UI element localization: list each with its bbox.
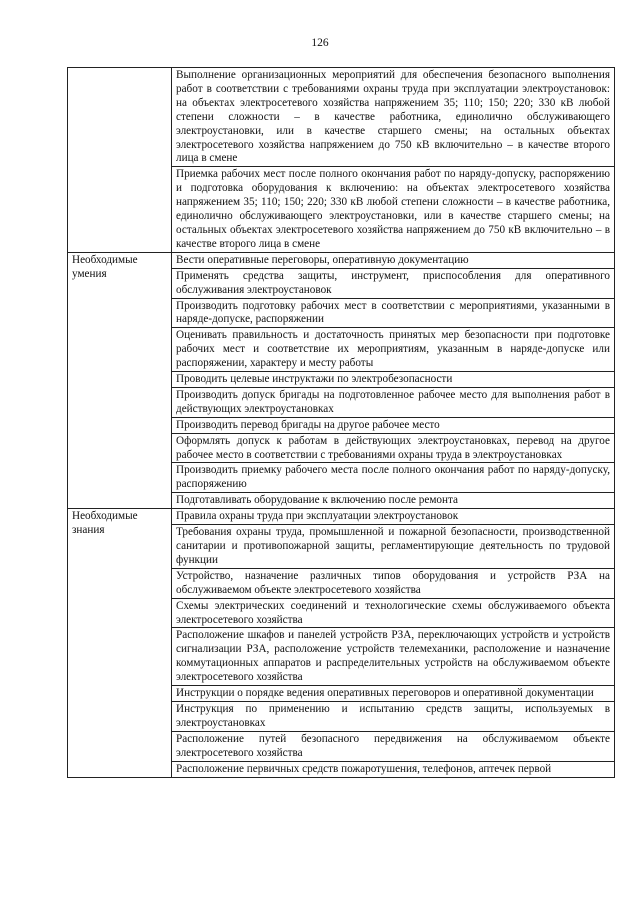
requirement-item: Производить приемку рабочего места после полного окончания работ по наряду-допуску, распоряжению (172, 463, 615, 493)
requirement-item: Схемы электрических соединений и технологические схемы обслуживаемого объекта электросетевого хозяйства (172, 598, 615, 628)
requirement-item: Устройство, назначение различных типов оборудования и устройств РЗА на обслуживаемом объекте электросетевого хозяйства (172, 568, 615, 598)
table-row (68, 509, 615, 525)
requirement-item: Инструкции о порядке ведения оперативных переговоров и оперативной документации (172, 686, 615, 702)
section-label: Необходимые умения (68, 252, 172, 508)
requirement-item: Расположение шкафов и панелей устройств РЗА, переключающих устройств и устройств сигнализации РЗА, расположение устройств телемеханики, расположение и назначение коммутационных аппаратов и распределительных устройств на обслуживаемом объекте электросетевого хозяйства (172, 628, 615, 686)
requirement-item: Расположение путей безопасного передвижения на обслуживаемом объекте электросетевого хозяйства (172, 731, 615, 761)
section-label (68, 68, 172, 253)
requirement-item: Проводить целевые инструктажи по электробезопасности (172, 372, 615, 388)
requirement-item: Инструкция по применению и испытанию средств защиты, используемых в электроустановках (172, 701, 615, 731)
requirement-item: Подготавливать оборудование к включению после ремонта (172, 493, 615, 509)
requirement-item: Приемка рабочих мест после полного окончания работ по наряду-допуску, распоряжению и подготовка оборудования к включению: на объектах электросетевого хозяйства напряжением 35; 110; 150; 220; 330 кВ любой степени сложности – в качестве работника, единолично обслуживающего электроустановки, или в качестве старшего смены; на остальных объектах электросетевого хозяйства напряжением до 750 кВ включительно – в качестве второго лица в смене (172, 167, 615, 252)
requirement-item: Правила охраны труда при эксплуатации электроустановок (172, 509, 615, 525)
requirement-item: Выполнение организационных мероприятий для обеспечения безопасного выполнения работ в соответствии с требованиями охраны труда при эксплуатации электроустановок: на объектах электросетевого хозяйства напряжением 35; 110; 150; 220; 330 кВ любой степени сложности – в качестве работника, единолично обслуживающего электроустановки, или в качестве старшего смены; на остальных объектах электросетевого хозяйства напряжением до 750 кВ включительно – в качестве второго лица в смене (172, 68, 615, 167)
section-label: Необходимые знания (68, 509, 172, 777)
requirement-item: Производить перевод бригады на другое рабочее место (172, 417, 615, 433)
requirement-item: Требования охраны труда, промышленной и пожарной безопасности, производственной санитарии и противопожарной защиты, регламентирующие деятельность по трудовой функции (172, 525, 615, 569)
requirement-item: Оценивать правильность и достаточность принятых мер безопасности при подготовке рабочих мест и соответствие их мероприятиям, указанным в наряде-допуске или распоряжении, характеру и месту работы (172, 328, 615, 372)
requirements-table-body (68, 68, 615, 778)
requirement-item: Производить подготовку рабочих мест в соответствии с мероприятиями, указанными в наряде-допуске, распоряжении (172, 298, 615, 328)
requirement-item: Оформлять допуск к работам в действующих электроустановках, перевод на другое рабочее место в соответствии с требованиями охраны труда в электроустановках (172, 433, 615, 463)
requirements-table (67, 67, 615, 778)
table-row (68, 68, 615, 167)
requirement-item: Расположение первичных средств пожаротушения, телефонов, аптечек первой (172, 761, 615, 777)
requirement-item: Производить допуск бригады на подготовленное рабочее место для выполнения работ в действующих электроустановках (172, 387, 615, 417)
requirement-item: Применять средства защиты, инструмент, приспособления для оперативного обслуживания электроустановок (172, 268, 615, 298)
page-number: 126 (311, 37, 329, 49)
table-row (68, 252, 615, 268)
requirement-item: Вести оперативные переговоры, оперативную документацию (172, 252, 615, 268)
